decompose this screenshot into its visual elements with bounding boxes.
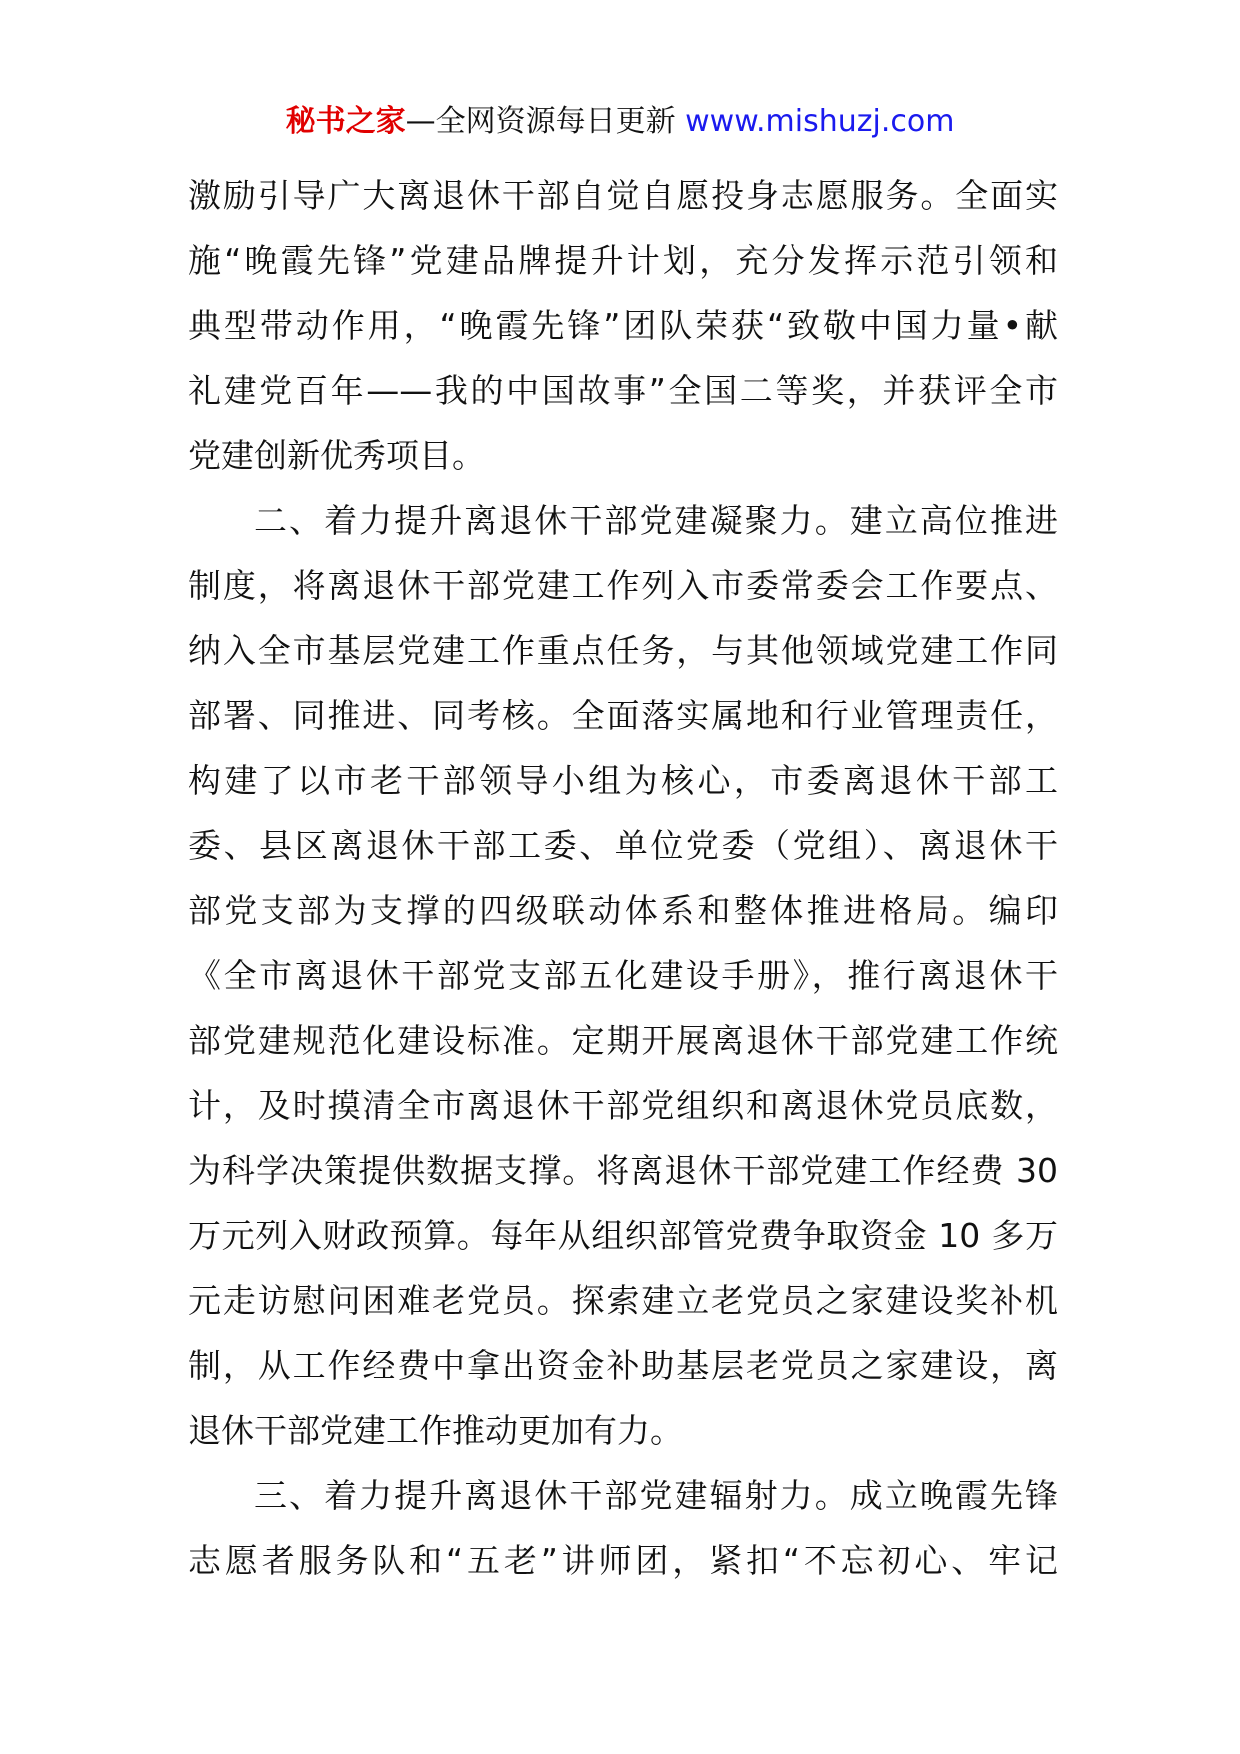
text-line: 部党建规范化建设标准。定期开展离退休干部党建工作统	[188, 1021, 1058, 1060]
text-line: 计，及时摸清全市离退休干部党组织和离退休党员底数，	[188, 1086, 1058, 1125]
text-line: 部党支部为支撑的四级联动体系和整体推进格局。编印	[188, 891, 1058, 930]
text-line: 《全市离退休干部党支部五化建设手册》，推行离退休干	[188, 956, 1058, 995]
site-url-link[interactable]: www.mishuzj.com	[685, 104, 955, 139]
text-line: 制，从工作经费中拿出资金补助基层老党员之家建设，离	[188, 1346, 1058, 1385]
text-line: 纳入全市基层党建工作重点任务，与其他领域党建工作同	[188, 631, 1058, 670]
text-line: 礼建党百年——我的中国故事”全国二等奖，并获评全市	[188, 371, 1058, 410]
text-line: 万元列入财政预算。每年从组织部管党费争取资金 10 多万	[188, 1216, 1058, 1255]
text-line: 为科学决策提供数据支撑。将离退休干部党建工作经费 30	[188, 1151, 1058, 1190]
text-line: 退休干部党建工作推动更加有力。	[188, 1411, 683, 1450]
text-line: 元走访慰问困难老党员。探索建立老党员之家建设奖补机	[188, 1281, 1058, 1320]
text-line: 三、着力提升离退休干部党建辐射力。成立晚霞先锋	[254, 1476, 1058, 1515]
site-brand: 秘书之家	[285, 104, 406, 139]
text-line: 构建了以市老干部领导小组为核心，市委离退休干部工	[188, 761, 1058, 800]
text-line: 典型带动作用，“晚霞先锋”团队荣获“致敬中国力量•献	[188, 306, 1058, 345]
text-line: 委、县区离退休干部工委、单位党委（党组）、离退休干	[188, 826, 1058, 865]
text-line: 二、着力提升离退休干部党建凝聚力。建立高位推进	[254, 501, 1058, 540]
text-line: 激励引导广大离退休干部自觉自愿投身志愿服务。全面实	[188, 176, 1058, 215]
text-line: 制度，将离退休干部党建工作列入市委常委会工作要点、	[188, 566, 1058, 605]
text-line: 志愿者服务队和“五老”讲师团，紧扣“不忘初心、牢记	[188, 1541, 1058, 1580]
text-line: 部署、同推进、同考核。全面落实属地和行业管理责任，	[188, 696, 1058, 735]
site-tagline: —全网资源每日更新	[405, 104, 686, 139]
text-line: 施“晚霞先锋”党建品牌提升计划，充分发挥示范引领和	[188, 241, 1058, 280]
document-body	[188, 163, 1058, 1593]
site-header	[0, 102, 1240, 142]
text-line: 党建创新优秀项目。	[188, 436, 485, 475]
